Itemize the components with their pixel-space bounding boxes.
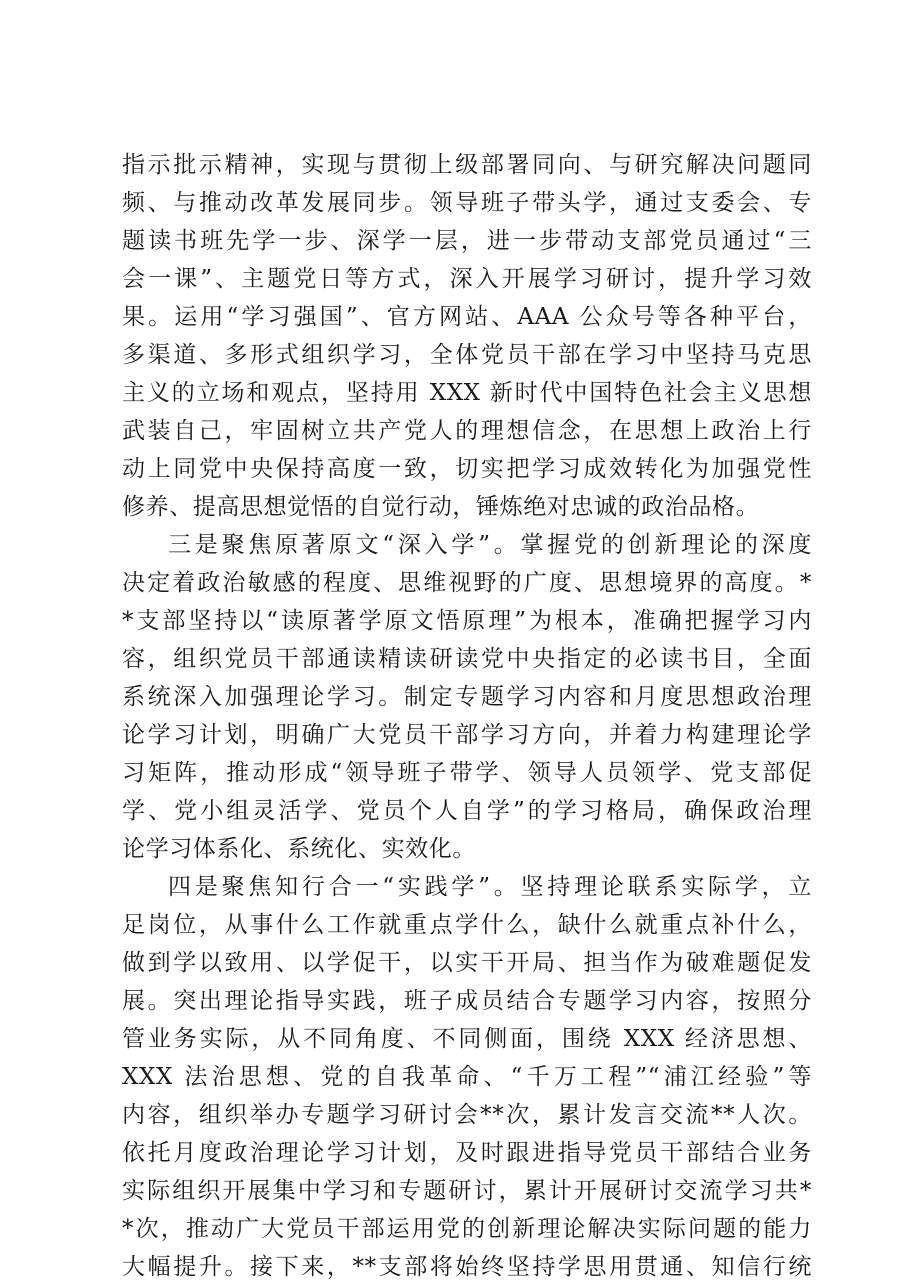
text-line: 习矩阵，推动形成“领导班子带学、领导人员领学、党支部促 [122,760,812,786]
text-line: 大幅提升。接下来，**支部将始终坚持学思用贯通、知信行统 [122,1254,812,1280]
text-line: 系统深入加强理论学习。制定专题学习内容和月度思想政治理 [122,684,812,710]
text-line: 管业务实际，从不同角度、不同侧面，围绕 XXX 经济思想、 [122,1026,812,1052]
text-line: 依托月度政治理论学习计划，及时跟进指导党员干部结合业务 [122,1140,812,1166]
text-line: 动上同党中央保持高度一致，切实把学习成效转化为加强党性 [122,456,812,482]
text-line: 多渠道、多形式组织学习，全体党员干部在学习中坚持马克思 [122,342,812,368]
text-line: *次，推动广大党员干部运用党的创新理论解决实际问题的能力 [122,1216,812,1242]
text-line: 频、与推动改革发展同步。领导班子带头学，通过支委会、专 [122,190,812,216]
text-line: 做到学以致用、以学促干，以实干开局、担当作为破难题促发 [122,950,812,976]
text-line: 果。运用“学习强国”、官方网站、AAA 公众号等各种平台， [122,304,812,330]
text-line: 学、党小组灵活学、党员个人自学”的学习格局，确保政治理 [122,798,812,824]
text-line: 论学习体系化、系统化、实效化。 [122,836,476,862]
text-line: 决定着政治敏感的程度、思维视野的广度、思想境界的高度。* [122,570,812,596]
text-line: 容，组织党员干部通读精读研读党中央指定的必读书目，全面 [122,646,812,672]
text-line: 主义的立场和观点，坚持用 XXX 新时代中国特色社会主义思想 [122,380,812,406]
text-line: 四是聚焦知行合一“实践学”。坚持理论联系实际学，立 [168,874,812,900]
text-line: 足岗位，从事什么工作就重点学什么，缺什么就重点补什么， [122,912,812,938]
text-line: 题读书班先学一步、深学一层，进一步带动支部党员通过“三 [122,228,812,254]
text-line: 修养、提高思想觉悟的自觉行动，锤炼绝对忠诚的政治品格。 [122,494,760,520]
text-line: 实际组织开展集中学习和专题研讨，累计开展研讨交流学习共* [122,1178,812,1204]
text-line: 展。突出理论指导实践，班子成员结合专题学习内容，按照分 [122,988,812,1014]
text-line: 会一课”、主题党日等方式，深入开展学习研讨，提升学习效 [122,266,812,292]
text-line: 论学习计划，明确广大党员干部学习方向，并着力构建理论学 [122,722,812,748]
text-line: 武装自己，牢固树立共产党人的理想信念，在思想上政治上行 [122,418,812,444]
text-line: *支部坚持以“读原著学原文悟原理”为根本，准确把握学习内 [122,608,812,634]
document-body [122,146,812,1286]
text-line: XXX 法治思想、党的自我革命、“千万工程”“浦江经验”等 [122,1064,812,1090]
text-line: 三是聚焦原著原文“深入学”。掌握党的创新理论的深度 [168,532,812,558]
text-line: 内容，组织举办专题学习研讨会**次，累计发言交流**人次。 [122,1102,812,1128]
text-line: 指示批示精神，实现与贯彻上级部署同向、与研究解决问题同 [122,152,812,178]
